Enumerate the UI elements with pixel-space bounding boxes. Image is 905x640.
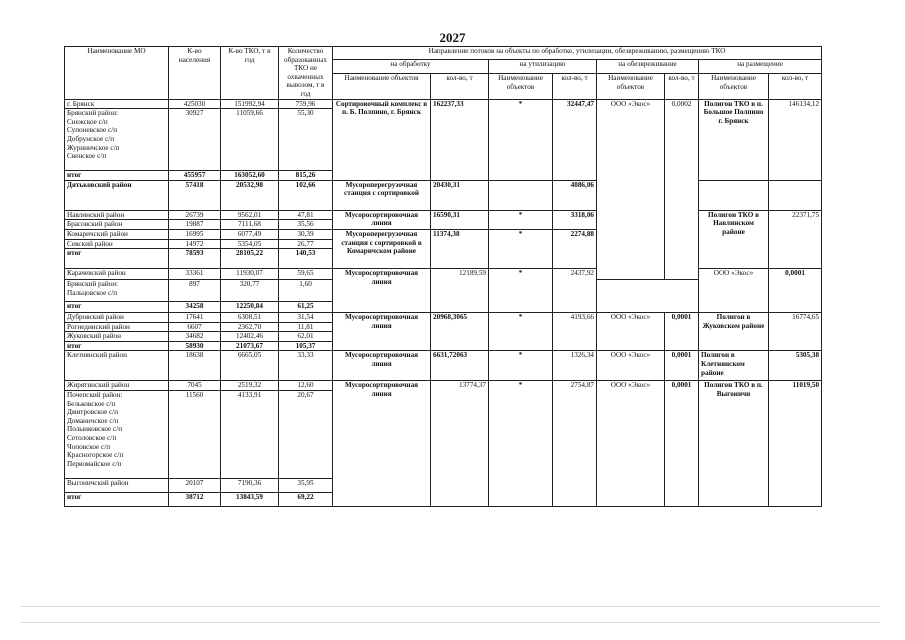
processing-object-cell: Мусороперегрузочная станция с сортировкой [333, 180, 431, 210]
utilization-qty-cell: 32447,47 [553, 99, 597, 180]
mo-cell: Брасовский район [65, 220, 169, 230]
tko-cell: 13843,59 [221, 493, 279, 507]
tko-cell: 163052,60 [221, 171, 279, 181]
header-qty: кол-во, т [431, 73, 489, 99]
table-row [65, 351, 822, 381]
population-cell: 33361 [169, 269, 221, 280]
placement-object-cell: Полигон в Клетнянском районе [699, 351, 769, 381]
total-label: итог [65, 341, 169, 351]
tko-cell: 6077,49 [221, 229, 279, 239]
not-covered-cell: 11,81 [279, 322, 333, 332]
utilization-object-cell: * [489, 229, 553, 268]
mo-cell: Брянский район: Снежское с/п Супоневское с/п Добрунское с/п Журиничское с/п Свенское с/п [65, 109, 169, 171]
mo-cell: Рогнединский район [65, 322, 169, 332]
tko-cell: 12402,46 [221, 332, 279, 342]
neutralization-object-cell: ООО «Экос» [597, 351, 665, 381]
population-cell: 57418 [169, 180, 221, 210]
placement-qty-cell: 16774,65 [769, 313, 822, 351]
table-row [65, 99, 822, 109]
header-not-covered: Количество образованных ТКО не охваченных вывозом, т в год [279, 47, 333, 100]
not-covered-cell: 69,22 [279, 493, 333, 507]
tko-cell: 320,77 [221, 280, 279, 301]
population-cell: 14972 [169, 239, 221, 249]
placement-object-cell: Полигон ТКО в Навлинском районе [699, 210, 769, 268]
mo-cell: Брянский район: Пальцовское с/п [65, 280, 169, 301]
placement-qty-cell [769, 180, 822, 210]
neutralization-qty-cell: 0,0001 [665, 381, 699, 507]
utilization-qty-cell: 1326,34 [553, 351, 597, 381]
processing-qty-cell: 20430,31 [431, 180, 489, 210]
population-cell: 6607 [169, 322, 221, 332]
not-covered-cell: 102,66 [279, 180, 333, 210]
table-row [65, 210, 822, 220]
header-obj-name: Наименование объектов [333, 73, 431, 99]
mo-cell: Жуковский район [65, 332, 169, 342]
utilization-qty-cell: 4086,06 [553, 180, 597, 210]
processing-object-cell: Мусоросортировочная линия [333, 210, 431, 229]
neutralization-qty-cell: 0,0001 [769, 269, 822, 313]
utilization-object-cell: * [489, 210, 553, 229]
not-covered-cell: 62,01 [279, 332, 333, 342]
not-covered-cell: 759,96 [279, 99, 333, 109]
tko-cell: 5354,05 [221, 239, 279, 249]
not-covered-cell: 31,54 [279, 313, 333, 323]
population-cell: 16995 [169, 229, 221, 239]
not-covered-cell: 105,37 [279, 341, 333, 351]
population-cell: 26739 [169, 210, 221, 220]
utilization-object-cell: * [489, 99, 553, 180]
utilization-object-cell: * [489, 269, 553, 313]
population-cell: 17641 [169, 313, 221, 323]
tko-cell: 12250,84 [221, 301, 279, 312]
total-label: итог [65, 493, 169, 507]
population-cell: 19887 [169, 220, 221, 230]
table-row [65, 313, 822, 323]
utilization-object-cell [489, 180, 553, 210]
mo-cell: Дятьковский район [65, 180, 169, 210]
processing-qty-cell: 12189,59 [431, 269, 489, 313]
tko-cell: 11059,66 [221, 109, 279, 171]
processing-object-cell: Мусоросортировочная линия [333, 269, 431, 313]
processing-object-cell: Сортировочный комплекс в п. Б. Полпино, г. Брянск [333, 99, 431, 180]
not-covered-cell: 59,65 [279, 269, 333, 280]
population-cell: 78593 [169, 249, 221, 269]
header-placement: на размещение [699, 60, 822, 73]
processing-qty-cell: 16590,31 [431, 210, 489, 229]
placement-object-cell: Полигон ТКО в п. Большое Полпино г. Брянск [699, 99, 769, 180]
tko-cell: 11930,07 [221, 269, 279, 280]
header-directions: Направление потоков на объекты по обработке, утилизации, обезвреживанию, размещению ТКО [333, 47, 822, 60]
utilization-object-cell: * [489, 381, 553, 507]
not-covered-cell: 55,30 [279, 109, 333, 171]
population-cell: 455957 [169, 171, 221, 181]
mo-cell: Клетнянский район [65, 351, 169, 381]
header-neutralization: на обезвреживание [597, 60, 699, 73]
population-cell: 18638 [169, 351, 221, 381]
not-covered-cell: 47,81 [279, 210, 333, 220]
total-label: итог [65, 249, 169, 269]
mo-cell: Дубровский район [65, 313, 169, 323]
header-qty: кол-во, т [553, 73, 597, 99]
neutralization-object-cell: ООО «Экос» [597, 381, 665, 507]
utilization-object-cell: * [489, 351, 553, 381]
header-obj-name: Наименование объектов [699, 73, 769, 99]
utilization-qty-cell: 2274,88 [553, 229, 597, 268]
header-processing: на обработку [333, 60, 489, 73]
header-obj-name: Наименование объектов [489, 73, 553, 99]
scan-artifact-line [20, 606, 880, 607]
table-row [65, 381, 822, 391]
not-covered-cell: 815,26 [279, 171, 333, 181]
mo-cell: г. Брянск [65, 99, 169, 109]
placement-object-cell: Полигон в Жуковском районе [699, 313, 769, 351]
population-cell: 34682 [169, 332, 221, 342]
tko-cell: 7111,68 [221, 220, 279, 230]
neutralization-qty-cell: 0,0001 [665, 351, 699, 381]
placement-qty-cell: 11019,50 [769, 381, 822, 507]
processing-qty-cell: 162237,33 [431, 99, 489, 180]
population-cell: 34258 [169, 301, 221, 312]
neutralization-qty-cell: 0,0001 [665, 313, 699, 351]
header-qty: кол-во, т [665, 73, 699, 99]
mo-cell: Севский район [65, 239, 169, 249]
processing-qty-cell: 6631,72063 [431, 351, 489, 381]
neutralization-object-cell: ООО «Экос» [597, 99, 665, 280]
tko-cell: 20532,98 [221, 180, 279, 210]
population-cell: 30927 [169, 109, 221, 171]
tko-cell: 7190,36 [221, 479, 279, 493]
population-cell: 20107 [169, 479, 221, 493]
mo-cell: Жирятинский район [65, 381, 169, 391]
not-covered-cell: 33,33 [279, 351, 333, 381]
tko-cell: 6665,05 [221, 351, 279, 381]
utilization-qty-cell: 2437,92 [553, 269, 597, 313]
population-cell: 38712 [169, 493, 221, 507]
mo-cell: Карачевский район [65, 269, 169, 280]
not-covered-cell: 35,56 [279, 220, 333, 230]
placement-object-cell [699, 180, 769, 210]
population-cell: 425030 [169, 99, 221, 109]
header-utilization: на утилизацию [489, 60, 597, 73]
mo-cell: Почепский район: Бельковское с/п Дмитровское с/п Доманичское с/п Полынковское с/п Сетоловское с/п Чоповское с/п Красногорское с/п Первомайское с/п [65, 391, 169, 479]
header-population: К-во населения [169, 47, 221, 100]
not-covered-cell: 30,39 [279, 229, 333, 239]
neutralization-qty-cell: 0,0002 [665, 99, 699, 280]
tko-cell: 6308,51 [221, 313, 279, 323]
tko-cell: 151992,94 [221, 99, 279, 109]
not-covered-cell: 26,77 [279, 239, 333, 249]
tko-cell: 9562,01 [221, 210, 279, 220]
tko-cell: 2362,70 [221, 322, 279, 332]
population-cell: 11560 [169, 391, 221, 479]
tko-cell: 2519,32 [221, 381, 279, 391]
processing-object-cell: Мусороперегрузочная станция с сортировкой в Комаричском районе [333, 229, 431, 268]
header-tko-year: К-во ТКО, т в год [221, 47, 279, 100]
mo-cell: Выгоничский район [65, 479, 169, 493]
total-label: итог [65, 301, 169, 312]
placement-qty-cell: 5305,38 [769, 351, 822, 381]
header-qty: кол-во, т [769, 73, 822, 99]
population-cell: 7045 [169, 381, 221, 391]
page-year-title: 2027 [439, 30, 466, 45]
mo-cell: Комаричский район [65, 229, 169, 239]
utilization-qty-cell: 3318,06 [553, 210, 597, 229]
processing-object-cell: Мусоросортировочная линия [333, 313, 431, 351]
neutralization-object-cell: ООО «Экос» [699, 269, 769, 313]
population-cell: 58930 [169, 341, 221, 351]
not-covered-cell: 12,60 [279, 381, 333, 391]
not-covered-cell: 20,67 [279, 391, 333, 479]
placement-qty-cell: 146134,12 [769, 99, 822, 180]
processing-object-cell: Мусоросортировочная линия [333, 381, 431, 507]
header-obj-name: Наименование объектов [597, 73, 665, 99]
utilization-qty-cell: 2754,87 [553, 381, 597, 507]
tko-cell: 28105,22 [221, 249, 279, 269]
utilization-object-cell: * [489, 313, 553, 351]
not-covered-cell: 61,25 [279, 301, 333, 312]
tko-cell: 4133,91 [221, 391, 279, 479]
processing-qty-cell: 13774,37 [431, 381, 489, 507]
total-label: итог [65, 171, 169, 181]
placement-qty-cell: 22371,75 [769, 210, 822, 268]
not-covered-cell: 140,53 [279, 249, 333, 269]
header-mo: Наименование МО [65, 47, 169, 100]
not-covered-cell: 35,95 [279, 479, 333, 493]
processing-object-cell: Мусоросортировочная линия [333, 351, 431, 381]
table-row [65, 269, 822, 280]
neutralization-object-cell: ООО «Экос» [597, 313, 665, 351]
header-row [65, 47, 822, 60]
placement-object-cell: Полигон ТКО в п. Выгоничи [699, 381, 769, 507]
population-cell: 897 [169, 280, 221, 301]
tko-cell: 21073,67 [221, 341, 279, 351]
table-row [65, 180, 822, 210]
mo-cell: Навлинский район [65, 210, 169, 220]
utilization-qty-cell: 4193,66 [553, 313, 597, 351]
scan-artifact-line [20, 622, 880, 623]
processing-qty-cell: 20968,3065 [431, 313, 489, 351]
tko-flow-table [64, 46, 822, 507]
not-covered-cell: 1,60 [279, 280, 333, 301]
processing-qty-cell: 11374,38 [431, 229, 489, 268]
